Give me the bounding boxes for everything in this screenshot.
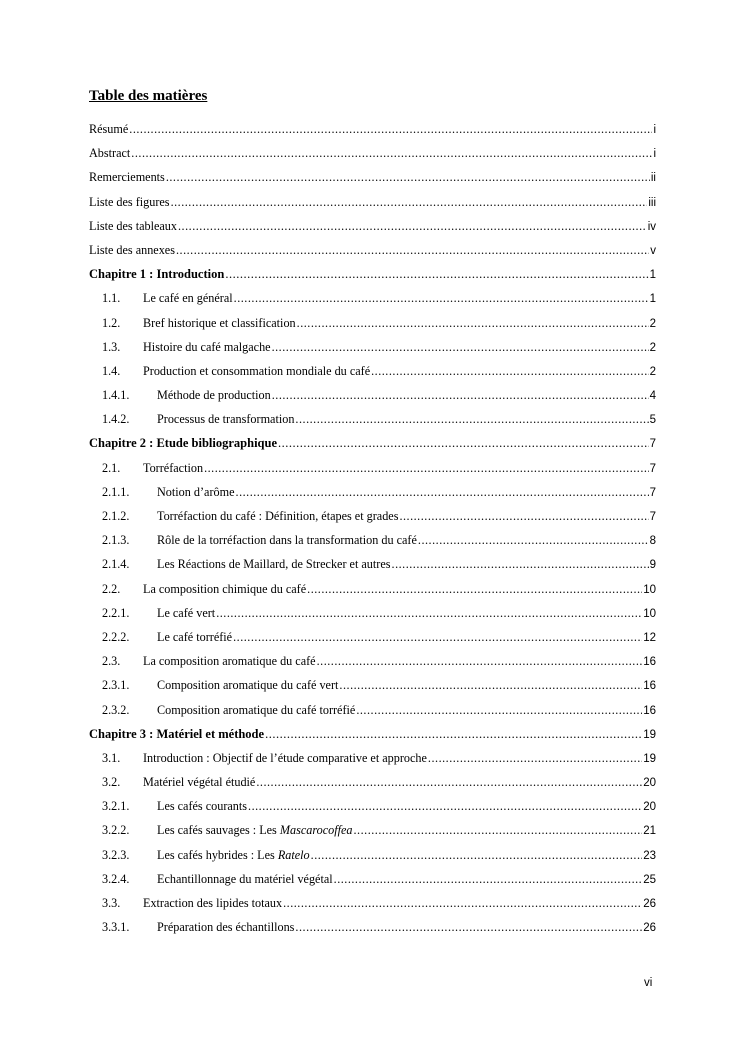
- toc-entry-label: [89, 243, 175, 258]
- toc-entry[interactable]: [89, 630, 656, 654]
- toc-entry-label-text: Echantillonnage du matériel végétal: [157, 871, 333, 886]
- toc-entry-label: [157, 412, 294, 427]
- toc-chapter-entry[interactable]: [89, 436, 656, 460]
- dot-leader: [278, 436, 649, 451]
- toc-entry[interactable]: [89, 364, 656, 388]
- toc-entry[interactable]: [89, 146, 656, 170]
- toc-entry-label-text: Chapitre 2 : Etude bibliographique: [89, 436, 278, 451]
- toc-entry-number: 3.1.: [102, 750, 121, 765]
- dot-leader: [265, 727, 642, 742]
- toc-entry-page: 9: [649, 559, 656, 572]
- toc-entry-label: [157, 630, 232, 645]
- toc-entry[interactable]: [89, 243, 656, 267]
- toc-entry-label-text: Introduction : Objectif de l’étude comparative et approche: [143, 750, 427, 765]
- toc-entry-number: 3.3.: [102, 896, 121, 910]
- dot-leader: [283, 896, 642, 911]
- dot-leader: [311, 848, 643, 863]
- toc-entry-label: [143, 775, 255, 790]
- toc-entry-number: 2.1.4.: [102, 557, 130, 572]
- toc-chapter-entry[interactable]: [89, 727, 656, 751]
- toc-entry-page: 16: [643, 680, 656, 693]
- toc-entry-page: 7: [649, 438, 656, 451]
- dot-leader: [354, 823, 643, 838]
- toc-entry-label-text: Processus de transformation: [157, 412, 295, 427]
- dot-leader: [295, 920, 642, 935]
- dot-leader: [256, 775, 642, 790]
- toc-entry-label-text: Bref historique et classification: [143, 315, 296, 330]
- toc-entry-label-text: Liste des annexes: [89, 242, 175, 257]
- toc-entry[interactable]: [89, 122, 656, 146]
- dot-leader: [204, 461, 649, 476]
- toc-entry-label: [89, 219, 177, 234]
- toc-entry-label: [157, 533, 417, 548]
- dot-leader: [129, 122, 652, 137]
- toc-entry[interactable]: [89, 412, 656, 436]
- toc-entry[interactable]: [89, 195, 656, 219]
- toc-entry-label: [157, 485, 235, 500]
- toc-entry-label: [143, 654, 316, 669]
- toc-entry-label-text: Histoire du café malgache: [143, 339, 271, 354]
- toc-entry[interactable]: [89, 799, 656, 823]
- toc-entry-page: 19: [643, 728, 656, 741]
- toc-entry-label: [157, 678, 338, 693]
- toc-entry[interactable]: [89, 872, 656, 896]
- toc-entry-page: 8: [649, 535, 656, 548]
- toc-entry-label-text: Abstract: [89, 146, 131, 161]
- toc-entry[interactable]: [89, 219, 656, 243]
- toc-entry-number: 1.4.: [102, 363, 121, 378]
- toc-entry-label-text: Extraction des lipides totaux: [143, 896, 283, 910]
- toc-entry-label: [89, 146, 130, 161]
- toc-entry-page: 26: [643, 922, 656, 935]
- toc-entry-label-text: Production et consommation mondiale du café: [143, 363, 371, 378]
- toc-entry-number: 2.1.: [102, 460, 121, 475]
- toc-entry-label-text: Résumé: [89, 122, 129, 136]
- toc-entry-page: 5: [649, 414, 656, 427]
- toc-entry-label-text: La composition aromatique du café: [143, 654, 316, 669]
- toc-entry-page: 19: [643, 752, 656, 765]
- toc-entry[interactable]: [89, 340, 656, 364]
- toc-entry-label-text: Le café torréfié: [157, 629, 233, 644]
- toc-entry-page: 7: [649, 486, 656, 499]
- toc-entry-label: [89, 195, 170, 210]
- toc-entry-label-text: Liste des figures: [89, 194, 170, 209]
- toc-entry-label-text: Les cafés hybrides : Les: [157, 847, 278, 862]
- toc-entry-label-text: Le café vert: [157, 605, 216, 620]
- toc-entry[interactable]: [89, 485, 656, 509]
- toc-entry-label-text: Liste des tableaux: [89, 218, 177, 233]
- dot-leader: [131, 146, 652, 161]
- toc-entry-page: iv: [647, 220, 656, 233]
- toc-entry[interactable]: [89, 654, 656, 678]
- toc-entry-number: 2.1.2.: [102, 509, 130, 523]
- toc-entry-page: 20: [643, 801, 656, 814]
- toc-entry-number: 3.2.1.: [102, 799, 130, 814]
- toc-entry[interactable]: [89, 388, 656, 412]
- toc-entry-page: 10: [643, 607, 656, 620]
- toc-entry-label: [143, 340, 271, 355]
- toc-entry-page: 7: [649, 462, 656, 475]
- toc-entry-page: v: [650, 244, 656, 257]
- dot-leader: [272, 388, 649, 403]
- toc-entry-label-text: Les cafés sauvages : Les: [157, 823, 280, 838]
- toc-entry[interactable]: [89, 461, 656, 485]
- toc-entry-label: [143, 461, 203, 476]
- toc-entry[interactable]: [89, 582, 656, 606]
- toc-entry-number: 2.2.1.: [102, 605, 130, 620]
- dot-leader: [178, 219, 647, 234]
- toc-entry[interactable]: [89, 896, 656, 920]
- toc-entry-number: 3.3.1.: [102, 920, 130, 935]
- toc-entry-page: 2: [649, 365, 656, 378]
- toc-entry-label: [89, 170, 165, 185]
- toc-entry-number: 3.2.3.: [102, 847, 130, 862]
- toc-entry-page: iii: [648, 196, 656, 209]
- dot-leader: [236, 485, 649, 500]
- toc-entry-label: [157, 799, 247, 814]
- toc-entry-label: [157, 920, 294, 935]
- toc-entry-label-text: Composition aromatique du café torréfié: [157, 702, 356, 717]
- dot-leader: [399, 509, 648, 524]
- toc-entry-label: [157, 388, 271, 403]
- toc-entry-page: 1: [649, 293, 656, 306]
- toc-entry-page: 10: [643, 583, 656, 596]
- toc-entry-label-text: Le café en général: [143, 291, 233, 306]
- toc-entry-number: 2.2.: [102, 581, 121, 596]
- dot-leader: [297, 316, 649, 331]
- toc-chapter-entry[interactable]: [89, 267, 656, 291]
- toc-entry-label-text: Torréfaction du café : Définition, étapes et grades: [157, 509, 399, 523]
- toc-entry-label: [143, 582, 306, 597]
- toc-entry-number: 2.3.: [102, 654, 121, 669]
- toc-entry-label: [157, 848, 310, 863]
- toc-entry-number: 1.4.2.: [102, 412, 130, 427]
- toc-entry-page: 26: [643, 898, 656, 910]
- toc-entry[interactable]: [89, 316, 656, 340]
- toc-entry-label: [143, 751, 427, 766]
- dot-leader: [233, 630, 642, 645]
- toc-entry-page: 21: [643, 825, 656, 838]
- dot-leader: [171, 195, 648, 210]
- dot-leader: [317, 654, 643, 669]
- toc-entry-label: [89, 727, 264, 742]
- toc-entry-page: i: [653, 124, 656, 136]
- toc-entry[interactable]: [89, 509, 656, 533]
- toc-entry-label: [143, 364, 370, 379]
- toc-entry-label: [89, 122, 128, 137]
- dot-leader: [307, 582, 642, 597]
- toc-entry-label-text: La composition chimique du café: [143, 581, 307, 596]
- toc-entry-number: 2.3.1.: [102, 678, 130, 693]
- dot-leader: [225, 267, 648, 282]
- table-of-contents: [89, 122, 656, 944]
- toc-entry-page: i: [653, 148, 656, 161]
- toc-entry-label-text: Les Réactions de Maillard, de Strecker et autres: [157, 557, 391, 572]
- toc-entry-number: 2.2.2.: [102, 629, 130, 644]
- toc-entry-label: [157, 557, 391, 572]
- toc-entry-label-text: Remerciements: [89, 170, 165, 185]
- toc-entry-label: [143, 291, 233, 306]
- toc-entry[interactable]: [89, 703, 656, 727]
- toc-entry[interactable]: [89, 751, 656, 775]
- dot-leader: [216, 606, 642, 621]
- toc-entry-page: 2: [649, 341, 656, 354]
- toc-entry-label-text: Préparation des échantillons: [157, 920, 295, 935]
- toc-entry-page: 25: [643, 873, 656, 886]
- toc-entry-page: 2: [649, 317, 656, 330]
- dot-leader: [166, 170, 650, 185]
- toc-entry-label: [157, 509, 398, 524]
- toc-entry-label-text: Matériel végétal étudié: [143, 775, 256, 790]
- toc-entry-number: 1.1.: [102, 291, 121, 306]
- dot-leader: [418, 533, 649, 548]
- toc-entry[interactable]: [89, 557, 656, 581]
- dot-leader: [356, 703, 642, 718]
- toc-entry-label-text: Rôle de la torréfaction dans la transformation du café: [157, 533, 417, 548]
- toc-entry-label-text: Composition aromatique du café vert: [157, 678, 339, 693]
- dot-leader: [339, 678, 642, 693]
- toc-entry-label-italic: Ratelo: [277, 847, 310, 862]
- toc-entry-number: 3.2.2.: [102, 823, 130, 838]
- toc-entry-number: 1.3.: [102, 339, 121, 354]
- toc-entry-number: 3.2.: [102, 775, 121, 790]
- toc-entry-page: 4: [649, 390, 656, 403]
- toc-entry-number: 2.1.1.: [102, 484, 130, 499]
- dot-leader: [334, 872, 643, 887]
- toc-entry-number: 2.1.3.: [102, 533, 130, 548]
- toc-entry-label: [157, 823, 353, 838]
- toc-entry-label-text: Notion d’arôme: [157, 484, 235, 499]
- dot-leader: [248, 799, 642, 814]
- toc-entry-label: [89, 436, 277, 451]
- toc-entry-page: 16: [643, 704, 656, 717]
- toc-entry-page: 12: [643, 631, 656, 644]
- toc-entry-number: 2.3.2.: [102, 702, 130, 717]
- toc-entry[interactable]: [89, 775, 656, 799]
- toc-entry[interactable]: [89, 823, 656, 847]
- toc-entry-label: [143, 896, 282, 911]
- toc-entry[interactable]: [89, 920, 656, 944]
- toc-entry-label: [157, 606, 215, 621]
- toc-entry[interactable]: [89, 678, 656, 702]
- toc-entry[interactable]: [89, 170, 656, 194]
- toc-entry-page: 7: [649, 511, 656, 523]
- toc-entry[interactable]: [89, 848, 656, 872]
- dot-leader: [392, 557, 649, 572]
- toc-entry-label: [89, 267, 224, 282]
- toc-entry-number: 1.4.1.: [102, 388, 130, 403]
- toc-entry-page: 23: [643, 849, 656, 862]
- dot-leader: [234, 291, 649, 306]
- toc-entry-page: 1: [649, 269, 656, 282]
- toc-entry-page: 20: [643, 777, 656, 790]
- toc-entry-number: 3.2.4.: [102, 871, 130, 886]
- toc-entry-label-text: Chapitre 3 : Matériel et méthode: [89, 726, 265, 741]
- dot-leader: [176, 243, 649, 258]
- toc-entry-label-text: Torréfaction: [143, 460, 204, 475]
- toc-title: Table des matières: [89, 88, 208, 104]
- toc-entry-label-text: Méthode de production: [157, 388, 271, 403]
- toc-entry-label: [143, 316, 296, 331]
- dot-leader: [295, 412, 648, 427]
- toc-entry-label: [157, 703, 355, 718]
- dot-leader: [272, 340, 649, 355]
- page-number: vi: [644, 977, 653, 989]
- toc-entry-page: ii: [650, 172, 656, 185]
- toc-entry-page: 16: [643, 656, 656, 669]
- dot-leader: [428, 751, 642, 766]
- dot-leader: [371, 364, 648, 379]
- toc-entry[interactable]: [89, 291, 656, 315]
- toc-entry-label-italic: Mascarocoffea: [279, 823, 353, 838]
- toc-entry-number: 1.2.: [102, 315, 121, 330]
- toc-entry[interactable]: [89, 606, 656, 630]
- toc-entry-label: [157, 872, 333, 887]
- toc-entry[interactable]: [89, 533, 656, 557]
- toc-entry-label-text: Chapitre 1 : Introduction: [89, 267, 225, 282]
- toc-entry-label-text: Les cafés courants: [157, 799, 248, 814]
